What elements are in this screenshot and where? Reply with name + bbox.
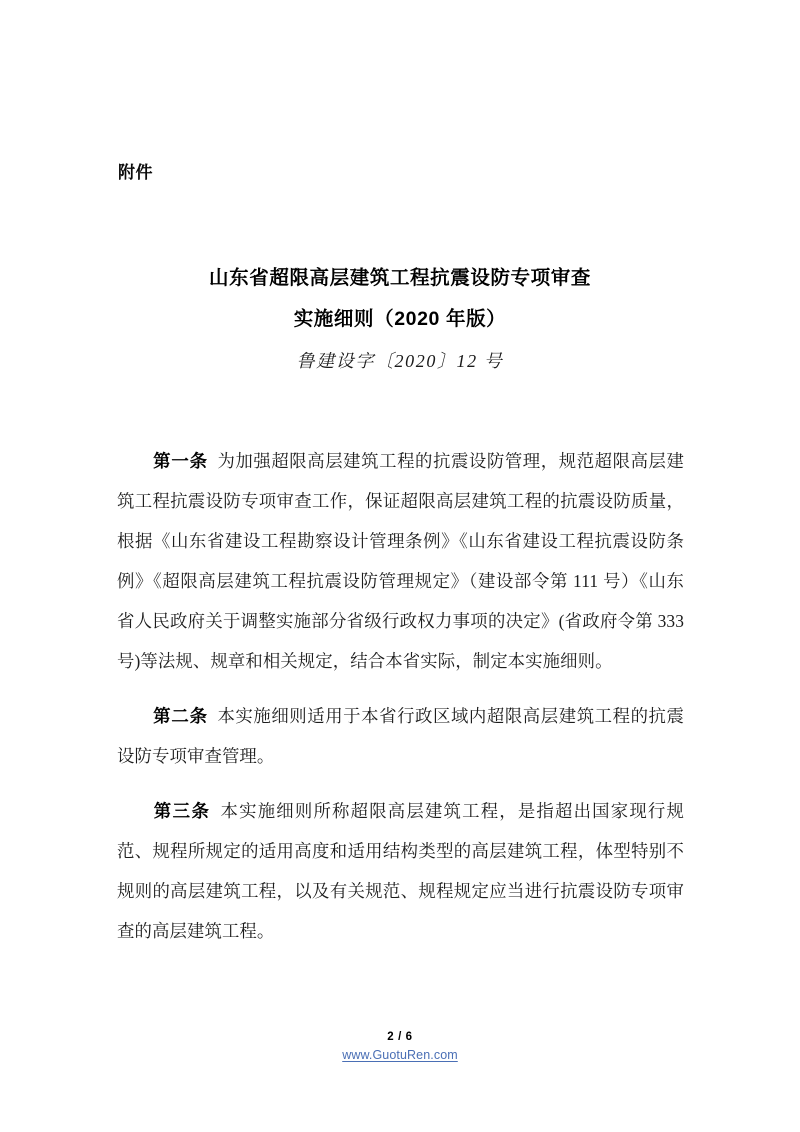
document-title-line-2: 实施细则（2020 年版） [293, 308, 507, 330]
article-text-2: 本实施细则适用于本省行政区域内超限高层建筑工程的抗震设防专项审查管理。 [117, 706, 684, 766]
article-paragraph-1 [117, 441, 684, 681]
attachment-label: 附件 [118, 163, 153, 182]
document-number: 鲁建设字〔2020〕12 号 [296, 351, 504, 371]
article-text-3: 本实施细则所称超限高层建筑工程，是指超出国家现行规范、规程所规定的适用高度和适用结构类型的高层建筑工程，体型特别不规则的高层建筑工程，以及有关规范、规程规定应当进行抗震设防专项审查的高层建筑工程。 [117, 801, 684, 941]
page-footer [0, 1030, 800, 1064]
document-title-line-1: 山东省超限高层建筑工程抗震设防专项审查 [209, 267, 591, 289]
article-paragraph-2 [117, 696, 684, 776]
source-website-link[interactable]: www.GuotuRen.com [342, 1048, 458, 1062]
page-number: 2 / 6 [387, 1031, 413, 1043]
article-lead-1: 第一条 [152, 451, 208, 471]
document-body [117, 441, 684, 951]
document-title-block [0, 258, 800, 375]
article-paragraph-3 [117, 791, 684, 951]
article-lead-3: 第三条 [152, 801, 211, 821]
article-text-1: 为加强超限高层建筑工程的抗震设防管理，规范超限高层建筑工程抗震设防专项审查工作，保证超限高层建筑工程的抗震设防质量，根据《山东省建设工程勘察设计管理条例》《山东省建设工程抗震设防条例》《超限高层建筑工程抗震设防管理规定》（建设部令第 111 号）《山东省人民政府关于调整实施部分省级行政权力事项的决定》(省政府令第 333 号)等法规、规章和相关规定，结合本省实际，制定本实施细则。 [117, 451, 684, 671]
article-lead-2: 第二条 [152, 706, 208, 726]
